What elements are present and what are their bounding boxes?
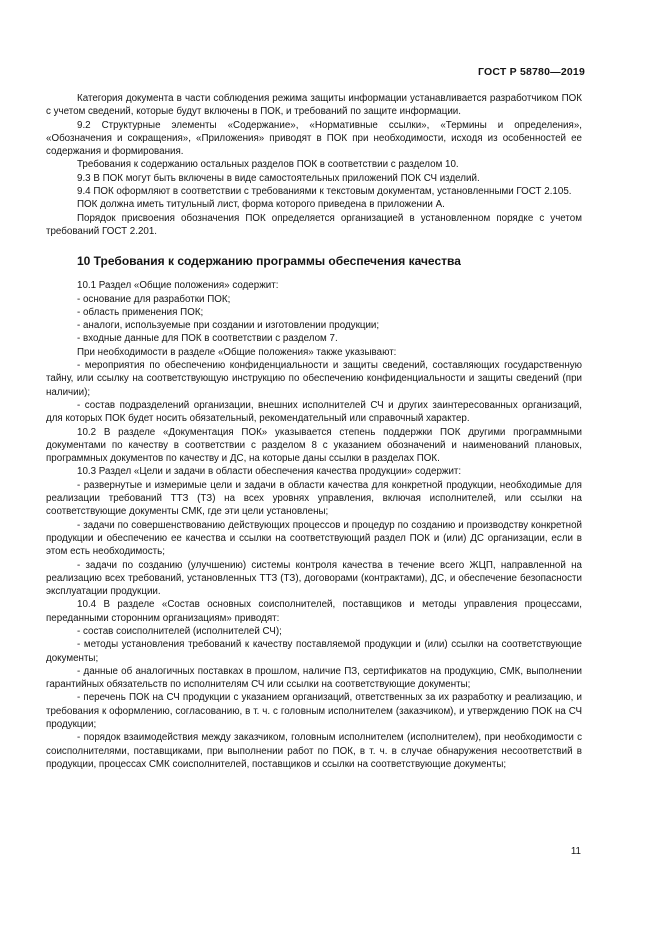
list-item: - состав соисполнителей (исполнителей СЧ); xyxy=(77,625,282,637)
list-item: - входные данные для ПОК в соответствии с разделом 7. xyxy=(77,333,338,345)
list-item: - задачи по совершенствованию действующих процессов и процедур по созданию и производству конкретной продукции и обеспечению ее качества и ссылки на соответствующий раздел ПОК и (или) ДС организации, если в этом есть необходимость; xyxy=(46,519,582,558)
paragraph-10-1-additional: При необходимости в разделе «Общие положения» также указывают: xyxy=(77,346,397,358)
list-item: - данные об аналогичных поставках в прошлом, наличие ПЗ, сертификатов на продукцию, СМК, выполнении гарантийных обязательств по исполнителям СЧ или ссылки на соответствующие документы; xyxy=(46,665,582,691)
list-item: - основание для разработки ПОК; xyxy=(77,293,231,305)
paragraph-10-3: 10.3 Раздел «Цели и задачи в области обеспечения качества продукции» содержит: xyxy=(77,466,462,478)
list-item: - мероприятия по обеспечению конфиденциальности и защиты сведений, составляющих государственную тайну, или ссылку на соответствующую инструкцию по обеспечению конфиденциальности и защиты сведений (при наличии); xyxy=(46,360,582,398)
list-item: - развернутые и измеримые цели и задачи в области качества для конкретной продукции, необходимые для реализации требований ТТЗ (ТЗ) на всех уровнях управления, включая исполнителей, или ссылки на соответствующие документы СМК, где эти цели установлены; xyxy=(46,479,582,518)
paragraph-10-1: 10.1 Раздел «Общие положения» содержит: xyxy=(77,280,279,292)
list-item: - состав подразделений организации, внешних исполнителей СЧ и других заинтересованных организаций, для которых ПОК будет носить обязательный, рекомендательный или справочный характер. xyxy=(46,399,582,425)
list-item: - порядок взаимодействия между заказчиком, головным исполнителем (исполнителем), при необходимости с соисполнителями, поставщиками, при выполнении работ по ПОК, в т. ч. в случае обнаружения несоответствий в продукции, процессах СМК соисполнителей, поставщиков и ссылки на соответствующие документы; xyxy=(46,732,582,770)
paragraph-10-4: 10.4 В разделе «Состав основных соисполнителей, поставщиков и методы управления процессами, переданными сторонним организациям» приводят: xyxy=(46,599,582,624)
paragraph-9-2-note: Требования к содержанию остальных разделов ПОК в соответствии с разделом 10. xyxy=(77,159,459,171)
paragraph-9-4: 9.4 ПОК оформляют в соответствии с требованиями к текстовым документам, установленными ГОСТ 2.105. xyxy=(77,186,572,198)
paragraph-9-2: 9.2 Структурные элементы «Содержание», «Нормативные ссылки», «Термины и определения», «Обозначения и сокращения», «Приложения» приводят в ПОК при необходимости, исходя из особенностей ее содержания и формирования. xyxy=(46,119,582,158)
paragraph-9-4-designation: Порядок присвоения обозначения ПОК определяется организацией в установленном порядке с учетом требований ГОСТ 2.201. xyxy=(46,212,582,237)
standard-code-header: ГОСТ Р 58780—2019 xyxy=(477,66,585,78)
paragraph-9-3: 9.3 В ПОК могут быть включены в виде самостоятельных приложений ПОК СЧ изделий. xyxy=(77,172,480,184)
list-item: - перечень ПОК на СЧ продукции с указанием организаций, ответственных за их разработку и реализацию, и требования к оформлению, согласованию, в т. ч. с головным исполнителем (заказчиком), и утверждению ПОК на СЧ продукции; xyxy=(46,692,582,731)
list-item: - область применения ПОК; xyxy=(77,306,204,318)
paragraph-9-1-continued: Категория документа в части соблюдения режима защиты информации устанавливается разработчиком ПОК с учетом сведений, которые будут включены в ПОК, и требований по защите информации. xyxy=(46,93,582,118)
page-number: 11 xyxy=(570,846,581,857)
section-10-heading: 10 Требования к содержанию программы обеспечения качества xyxy=(77,254,461,269)
list-item: - задачи по созданию (улучшению) системы контроля качества в течение всего ЖЦП, направленной на реализацию всех требований, установленных ТТЗ (ТЗ), договорами (контрактами), ДС, и обеспечение безопасности эксплуатации продукции. xyxy=(46,559,582,598)
list-item: - методы установления требований к качеству поставляемой продукции и (или) ссылки на соответствующие документы; xyxy=(46,639,582,664)
list-item: - аналоги, используемые при создании и изготовлении продукции; xyxy=(77,320,380,332)
paragraph-10-2: 10.2 В разделе «Документация ПОК» указывается степень поддержки ПОК другими программными документами по качеству в соответствии с разделом 8 с указанием обозначений и наименований плановых, программных документов по качеству и ДС, на которые даны ссылки в разделах ПОК. xyxy=(46,426,582,465)
paragraph-9-4-title-sheet: ПОК должна иметь титульный лист, форма которого приведена в приложении А. xyxy=(77,199,445,211)
document-body xyxy=(46,92,582,771)
